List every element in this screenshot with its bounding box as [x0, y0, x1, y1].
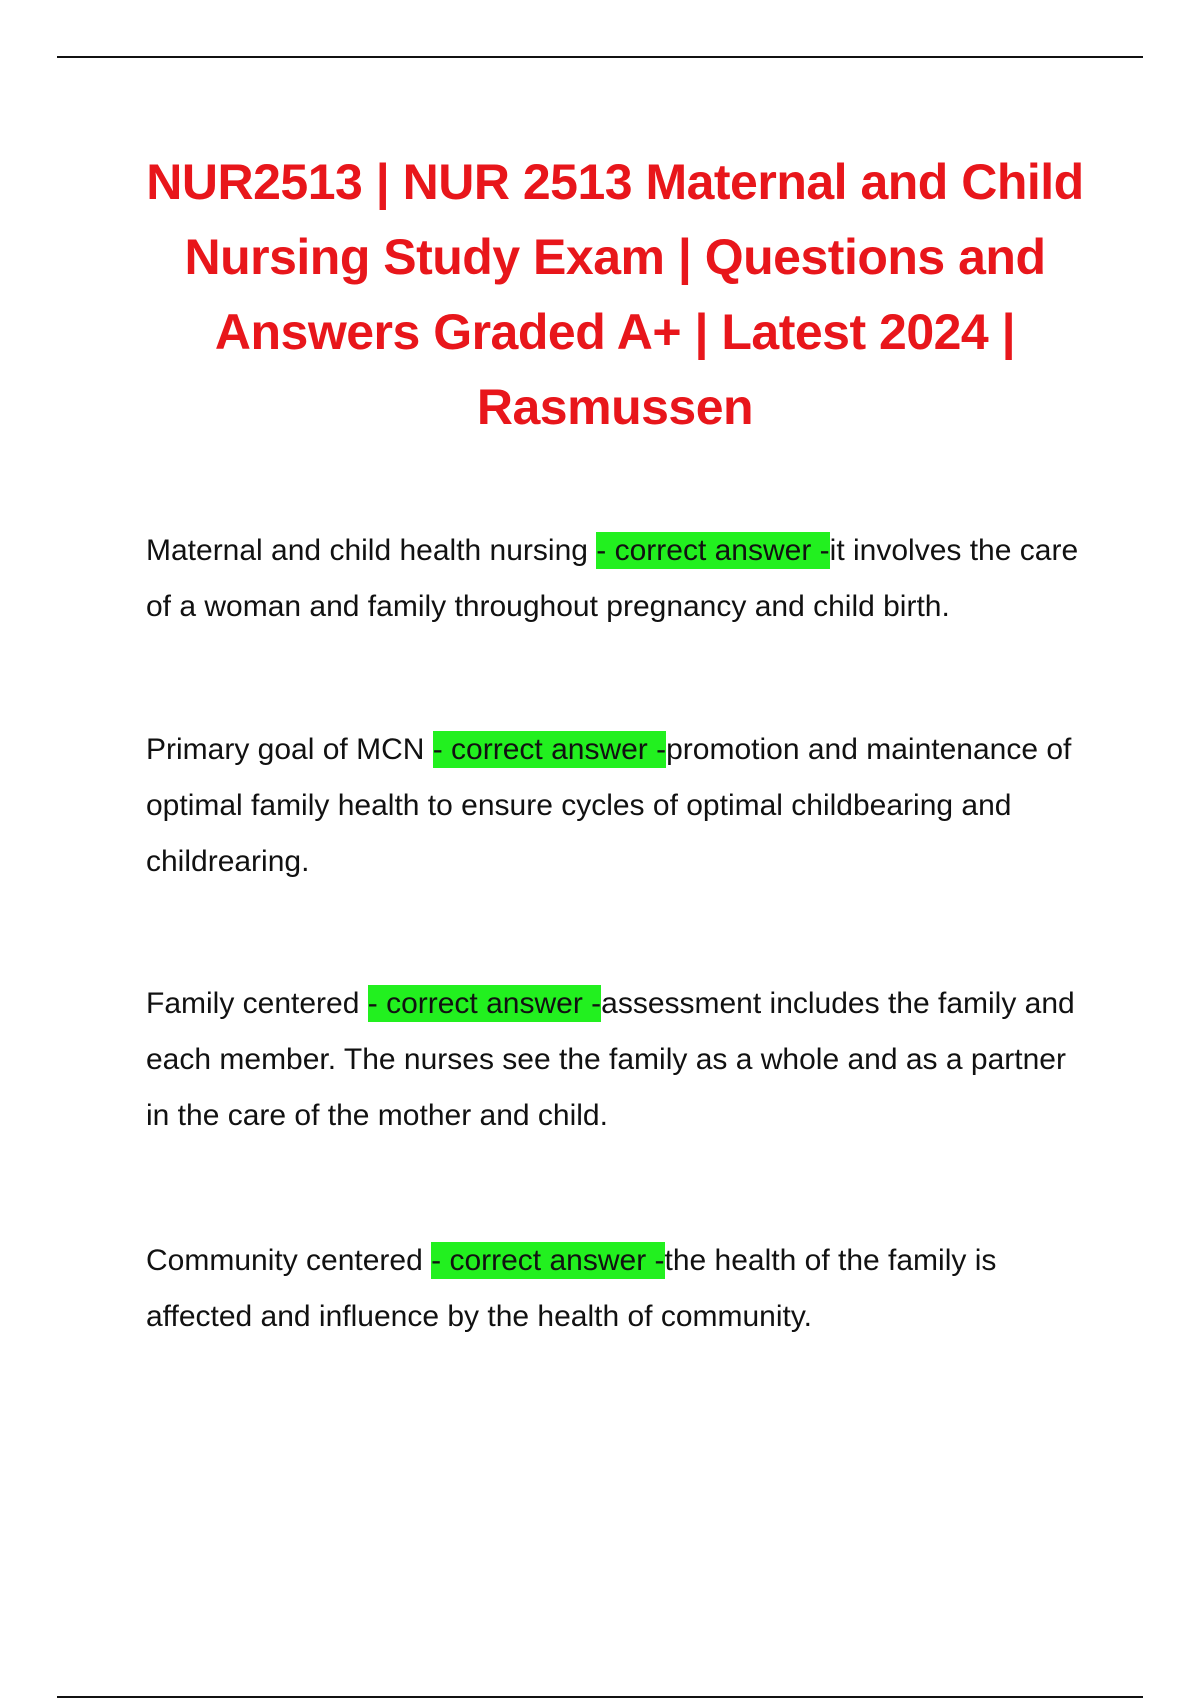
qa-term: Maternal and child health nursing	[146, 534, 597, 567]
top-divider	[57, 56, 1143, 58]
qa-entry-maternal-child-health	[146, 523, 1096, 635]
qa-answer: promotion and maintenance of optimal family health to ensure cycles of optimal childbearing and childrearing.	[146, 733, 1072, 878]
bottom-divider	[57, 1696, 1143, 1698]
document-title: NUR2513 | NUR 2513 Maternal and Child Nursing Study Exam | Questions and Answers Graded A+ | Latest 2024 | Rasmussen	[146, 154, 1084, 435]
correct-answer-highlight: - correct answer -	[367, 987, 602, 1020]
qa-term: Community centered	[146, 1244, 432, 1277]
qa-answer: the health of the family is affected and influence by the health of community.	[146, 1244, 997, 1333]
correct-answer-highlight: - correct answer -	[431, 1244, 665, 1277]
qa-term: Primary goal of MCN	[146, 733, 433, 766]
correct-answer-highlight: - correct answer -	[432, 733, 667, 766]
qa-answer: it involves the care of a woman and family throughout pregnancy and child birth.	[146, 534, 1079, 623]
qa-entry-primary-goal	[146, 722, 1096, 890]
qa-answer: assessment includes the family and each member. The nurses see the family as a whole and as a partner in the care of the mother and child.	[146, 987, 1075, 1132]
correct-answer-highlight: - correct answer -	[596, 534, 830, 567]
qa-entry-family-centered	[146, 976, 1096, 1144]
qa-term: Family centered	[146, 987, 368, 1020]
qa-entry-community-centered	[146, 1233, 1096, 1345]
